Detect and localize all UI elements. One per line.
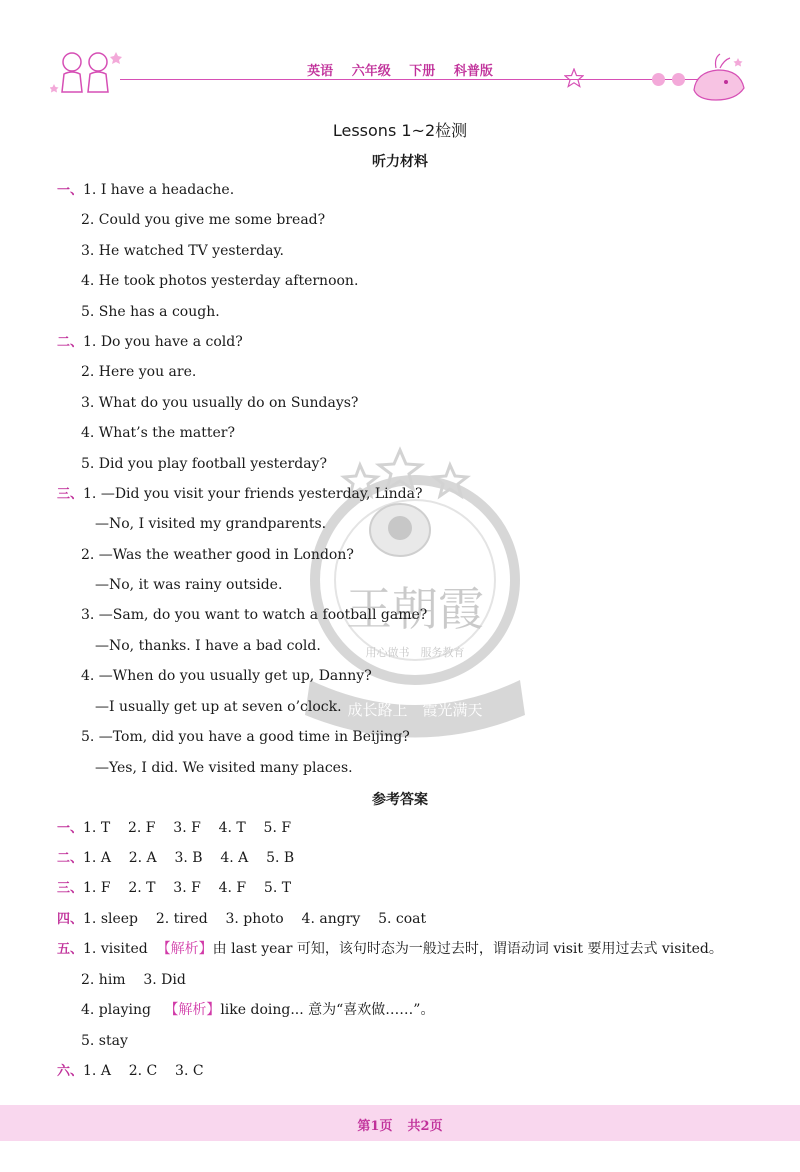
listening-line: 5. —Tom, did you have a good time in Beijing? — [81, 729, 410, 745]
group-label: 三、 — [57, 487, 84, 502]
answers-heading: 参考答案 — [372, 792, 428, 808]
listening-line: 一、1. I have a headache. — [57, 182, 235, 198]
analysis-tag: 【解析】 — [164, 1002, 221, 1018]
watermark-motto: 成长路上 霞光满天 — [347, 701, 483, 719]
decor-dot — [652, 73, 665, 86]
listening-line: 4. —When do you usually get up, Danny? — [81, 668, 372, 684]
header-edition: 科普版 — [453, 64, 493, 79]
group-label: 四、 — [57, 912, 84, 927]
answer-line: 2. him 3. Did — [81, 972, 186, 988]
page-footer — [0, 1105, 800, 1141]
cartoon-whale-icon — [686, 50, 752, 106]
analysis-tag: 【解析】 — [156, 941, 213, 957]
watermark-brand: 王朝霞 — [346, 582, 484, 636]
listening-line: —No, I visited my grandparents. — [95, 516, 327, 532]
listening-line: —Yes, I did. We visited many places. — [95, 760, 353, 776]
listening-line: 4. What’s the matter? — [81, 425, 236, 441]
group-label: 六、 — [57, 1064, 84, 1079]
answer-line: 三、1. F 2. T 3. F 4. F 5. T — [57, 880, 292, 896]
answer-line: 六、1. A 2. C 3. C — [57, 1063, 204, 1079]
group-label: 一、 — [57, 821, 84, 836]
listening-line: 5. Did you play football yesterday? — [81, 456, 327, 472]
answer-line: 二、1. A 2. A 3. B 4. A 5. B — [57, 850, 295, 866]
answer-line: 5. stay — [81, 1033, 128, 1049]
answer-line: 一、1. T 2. F 3. F 4. T 5. F — [57, 820, 292, 836]
group-label: 二、 — [57, 851, 84, 866]
group-label: 五、 — [57, 942, 84, 957]
listening-line: 三、1. —Did you visit your friends yesterday, Linda? — [57, 486, 423, 502]
listening-line: —I usually get up at seven o’clock. — [95, 699, 342, 715]
listening-line: 4. He took photos yesterday afternoon. — [81, 273, 359, 289]
listening-line: —No, it was rainy outside. — [95, 577, 283, 593]
group-label: 三、 — [57, 881, 84, 896]
group-label: 一、 — [57, 183, 84, 198]
document-title: Lessons 1~2检测 — [332, 121, 468, 140]
listening-line: 二、1. Do you have a cold? — [57, 334, 243, 350]
page-number: 第1页 — [357, 1119, 393, 1134]
listening-heading: 听力材料 — [372, 154, 428, 170]
listening-line: —No, thanks. I have a bad cold. — [95, 638, 321, 654]
group-label: 二、 — [57, 335, 84, 350]
listening-line: 2. Here you are. — [81, 364, 197, 380]
header-term: 下册 — [409, 64, 436, 79]
listening-line: 2. —Was the weather good in London? — [81, 547, 354, 563]
listening-line: 2. Could you give me some bread? — [81, 212, 326, 228]
listening-line: 5. She has a cough. — [81, 304, 220, 320]
decor-dot — [672, 73, 685, 86]
listening-line: 3. He watched TV yesterday. — [81, 243, 284, 259]
listening-line: 3. —Sam, do you want to watch a football game? — [81, 607, 428, 623]
star-icon — [564, 68, 584, 88]
answer-line: 五、1. visited 【解析】由 last year 可知，该句时态为一般过去时，谓语动词 visit 要用过去式 visited。 — [57, 941, 723, 957]
page-total: 共2页 — [407, 1119, 443, 1134]
listening-line: 3. What do you usually do on Sundays? — [81, 395, 359, 411]
header-grade: 六年级 — [351, 64, 391, 79]
answer-line: 4. playing 【解析】like doing... 意为“喜欢做……”。 — [81, 1002, 435, 1018]
header-subject: 英语 — [307, 64, 334, 79]
answer-line: 四、1. sleep 2. tired 3. photo 4. angry 5. coat — [57, 911, 427, 927]
header-rule — [120, 79, 710, 80]
watermark-slogan: 用心做书 服务教育 — [365, 646, 465, 659]
